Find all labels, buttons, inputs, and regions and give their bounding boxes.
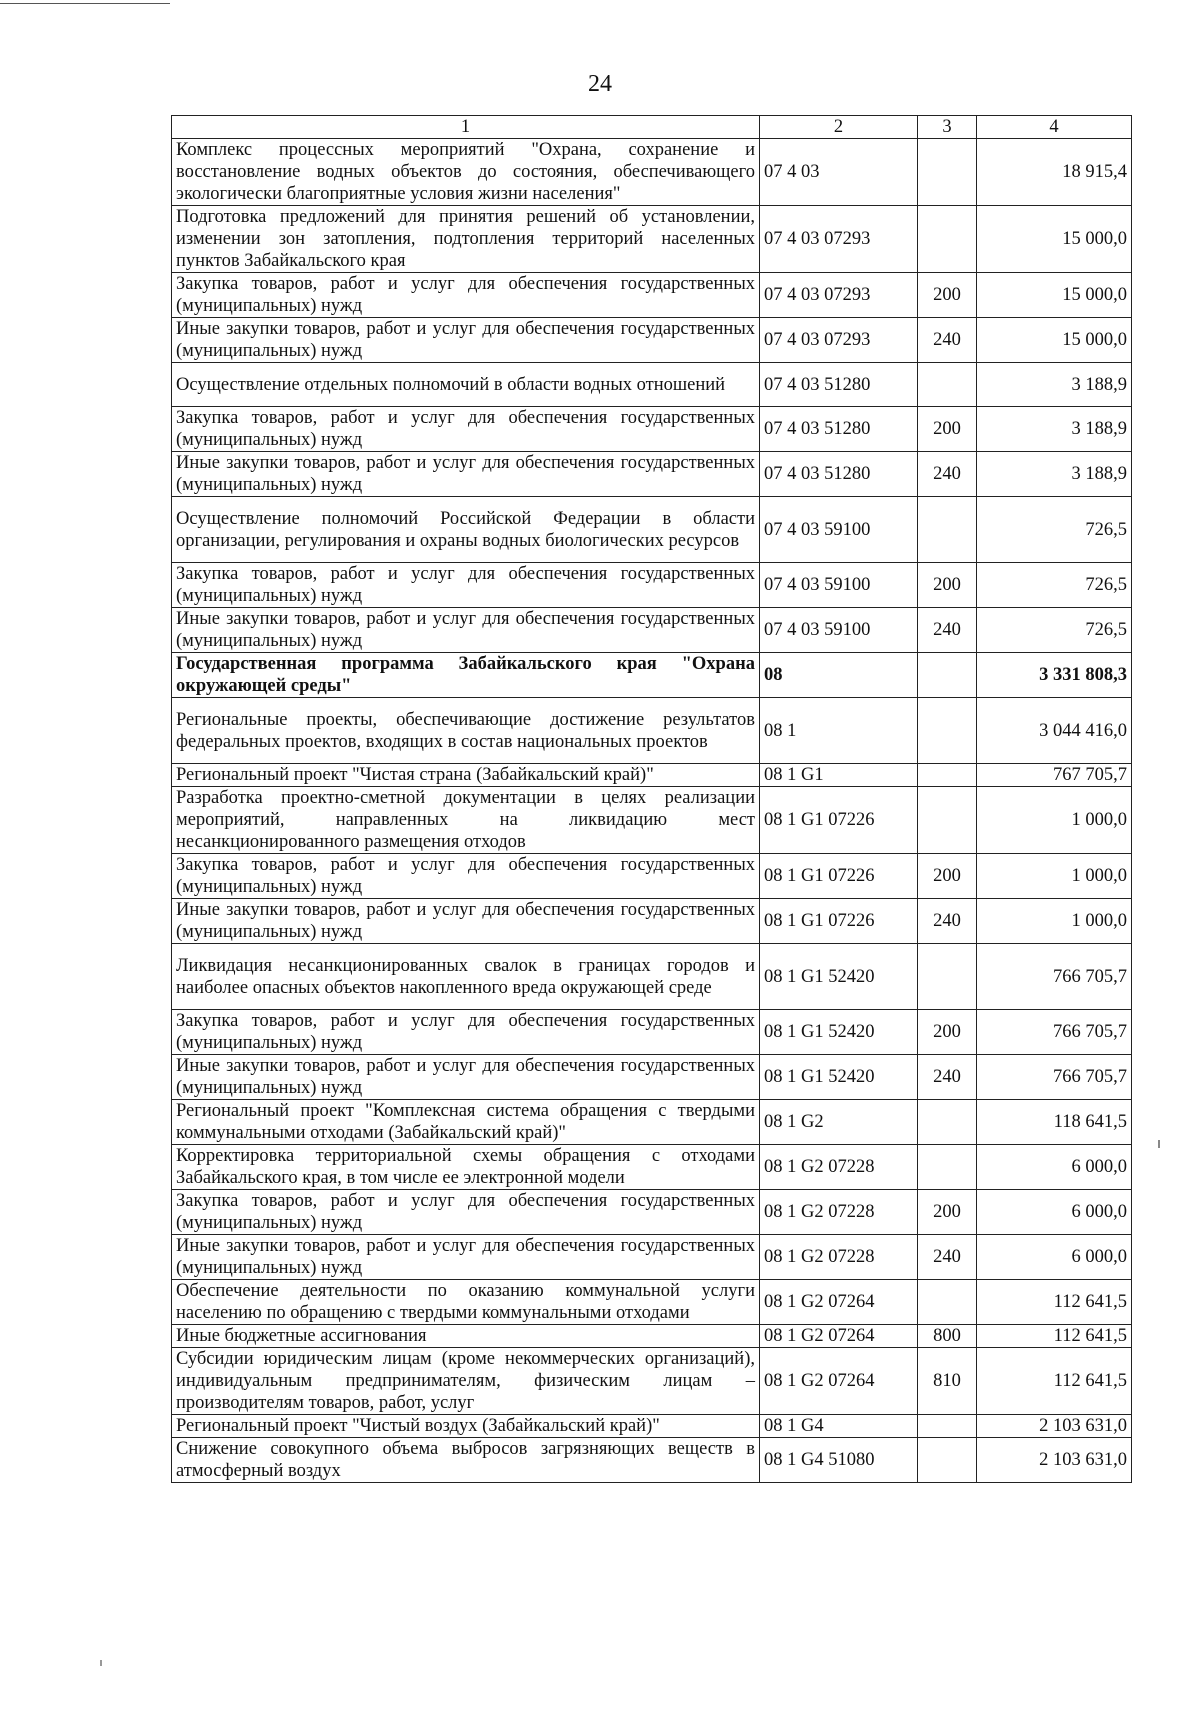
table-row <box>172 944 1132 1010</box>
table-header <box>172 116 1132 139</box>
row-type-cell: 200 <box>918 407 977 452</box>
row-code-cell: 08 1 G1 52420 <box>760 944 918 1010</box>
row-code-cell: 07 4 03 07293 <box>760 206 918 273</box>
row-sum-cell: 726,5 <box>977 608 1132 653</box>
row-type-cell: 200 <box>918 563 977 608</box>
table-row <box>172 1415 1132 1438</box>
budget-table <box>171 115 1132 1483</box>
row-sum-cell: 112 641,5 <box>977 1348 1132 1415</box>
table-row <box>172 497 1132 563</box>
table-row <box>172 1235 1132 1280</box>
row-type-cell: 240 <box>918 899 977 944</box>
row-sum-cell: 1 000,0 <box>977 899 1132 944</box>
table-row <box>172 563 1132 608</box>
page-number: 24 <box>588 71 612 97</box>
row-code-cell: 07 4 03 51280 <box>760 407 918 452</box>
row-code-cell: 08 1 G1 07226 <box>760 899 918 944</box>
row-type-cell: 810 <box>918 1348 977 1415</box>
table-row <box>172 1100 1132 1145</box>
row-sum-cell: 112 641,5 <box>977 1325 1132 1348</box>
row-type-cell <box>918 1438 977 1483</box>
table-row <box>172 1280 1132 1325</box>
header-sum-column: 4 <box>977 116 1132 139</box>
row-name-cell: Закупка товаров, работ и услуг для обеспечения государственных (муниципальных) нужд <box>172 1190 760 1235</box>
row-name-cell: Закупка товаров, работ и услуг для обеспечения государственных (муниципальных) нужд <box>172 273 760 318</box>
header-name-column: 1 <box>172 116 760 139</box>
row-sum-cell: 112 641,5 <box>977 1280 1132 1325</box>
header-type-column: 3 <box>918 116 977 139</box>
row-code-cell: 08 1 G2 07264 <box>760 1280 918 1325</box>
row-code-cell: 08 1 <box>760 698 918 764</box>
row-name-cell: Закупка товаров, работ и услуг для обеспечения государственных (муниципальных) нужд <box>172 563 760 608</box>
row-type-cell: 240 <box>918 1235 977 1280</box>
row-sum-cell: 15 000,0 <box>977 206 1132 273</box>
row-code-cell: 08 1 G1 52420 <box>760 1010 918 1055</box>
row-sum-cell: 6 000,0 <box>977 1235 1132 1280</box>
table-row <box>172 653 1132 698</box>
table-row <box>172 1438 1132 1483</box>
row-name-cell: Разработка проектно-сметной документации в целях реализации мероприятий, направленных на ликвидацию мест несанкционированного размещения отходов <box>172 787 760 854</box>
table-row <box>172 318 1132 363</box>
header-row <box>172 116 1132 139</box>
row-sum-cell: 726,5 <box>977 497 1132 563</box>
table-row <box>172 1348 1132 1415</box>
row-code-cell: 08 1 G2 07228 <box>760 1190 918 1235</box>
row-type-cell <box>918 944 977 1010</box>
row-type-cell: 200 <box>918 1190 977 1235</box>
row-type-cell <box>918 1145 977 1190</box>
table-row <box>172 1190 1132 1235</box>
row-type-cell <box>918 139 977 206</box>
scan-edge-line <box>0 3 170 4</box>
row-name-cell: Иные закупки товаров, работ и услуг для обеспечения государственных (муниципальных) нужд <box>172 1055 760 1100</box>
row-name-cell: Государственная программа Забайкальского края "Охрана окружающей среды" <box>172 653 760 698</box>
row-name-cell: Иные закупки товаров, работ и услуг для обеспечения государственных (муниципальных) нужд <box>172 318 760 363</box>
row-code-cell: 08 1 G2 07264 <box>760 1348 918 1415</box>
row-code-cell: 08 1 G2 07228 <box>760 1145 918 1190</box>
row-sum-cell: 15 000,0 <box>977 273 1132 318</box>
row-sum-cell: 18 915,4 <box>977 139 1132 206</box>
row-sum-cell: 6 000,0 <box>977 1190 1132 1235</box>
row-sum-cell: 118 641,5 <box>977 1100 1132 1145</box>
table-row <box>172 1055 1132 1100</box>
row-type-cell <box>918 1280 977 1325</box>
table-row <box>172 1010 1132 1055</box>
row-code-cell: 08 1 G1 <box>760 764 918 787</box>
row-code-cell: 07 4 03 07293 <box>760 273 918 318</box>
row-name-cell: Снижение совокупного объема выбросов загрязняющих веществ в атмосферный воздух <box>172 1438 760 1483</box>
row-type-cell <box>918 698 977 764</box>
row-sum-cell: 1 000,0 <box>977 854 1132 899</box>
row-type-cell <box>918 206 977 273</box>
row-code-cell: 07 4 03 51280 <box>760 363 918 407</box>
row-type-cell <box>918 497 977 563</box>
table-row <box>172 787 1132 854</box>
table-row <box>172 273 1132 318</box>
row-sum-cell: 1 000,0 <box>977 787 1132 854</box>
row-name-cell: Закупка товаров, работ и услуг для обеспечения государственных (муниципальных) нужд <box>172 407 760 452</box>
row-code-cell: 08 <box>760 653 918 698</box>
row-name-cell: Ликвидация несанкционированных свалок в границах городов и наиболее опасных объектов накопленного вреда окружающей среде <box>172 944 760 1010</box>
row-sum-cell: 3 188,9 <box>977 452 1132 497</box>
row-code-cell: 07 4 03 59100 <box>760 608 918 653</box>
row-type-cell <box>918 787 977 854</box>
row-code-cell: 07 4 03 <box>760 139 918 206</box>
row-type-cell: 240 <box>918 1055 977 1100</box>
row-name-cell: Иные закупки товаров, работ и услуг для обеспечения государственных (муниципальных) нужд <box>172 608 760 653</box>
row-name-cell: Региональные проекты, обеспечивающие достижение результатов федеральных проектов, входящих в состав национальных проектов <box>172 698 760 764</box>
table-row <box>172 1325 1132 1348</box>
table-row <box>172 139 1132 206</box>
table-row <box>172 206 1132 273</box>
row-name-cell: Комплекс процессных мероприятий "Охрана, сохранение и восстановление водных объектов до состояния, обеспечивающего экологически благоприятные условия жизни населения" <box>172 139 760 206</box>
row-name-cell: Закупка товаров, работ и услуг для обеспечения государственных (муниципальных) нужд <box>172 1010 760 1055</box>
row-name-cell: Иные закупки товаров, работ и услуг для обеспечения государственных (муниципальных) нужд <box>172 452 760 497</box>
row-type-cell: 200 <box>918 273 977 318</box>
table-body <box>172 139 1132 1483</box>
row-type-cell: 200 <box>918 854 977 899</box>
row-type-cell <box>918 363 977 407</box>
row-code-cell: 07 4 03 59100 <box>760 497 918 563</box>
table-row <box>172 764 1132 787</box>
row-code-cell: 08 1 G4 <box>760 1415 918 1438</box>
row-code-cell: 08 1 G2 07228 <box>760 1235 918 1280</box>
row-type-cell: 240 <box>918 608 977 653</box>
row-code-cell: 08 1 G1 07226 <box>760 787 918 854</box>
row-sum-cell: 3 044 416,0 <box>977 698 1132 764</box>
row-sum-cell: 3 331 808,3 <box>977 653 1132 698</box>
scan-artifact <box>100 1660 102 1666</box>
row-name-cell: Региональный проект "Чистая страна (Забайкальский край)" <box>172 764 760 787</box>
row-type-cell <box>918 1415 977 1438</box>
row-name-cell: Иные бюджетные ассигнования <box>172 1325 760 1348</box>
row-name-cell: Субсидии юридическим лицам (кроме некоммерческих организаций), индивидуальным предпринимателям, физическим лицам – производителям товаров, работ, услуг <box>172 1348 760 1415</box>
row-type-cell <box>918 653 977 698</box>
row-name-cell: Иные закупки товаров, работ и услуг для обеспечения государственных (муниципальных) нужд <box>172 899 760 944</box>
row-name-cell: Осуществление полномочий Российской Федерации в области организации, регулирования и охраны водных биологических ресурсов <box>172 497 760 563</box>
row-type-cell <box>918 1100 977 1145</box>
row-code-cell: 07 4 03 59100 <box>760 563 918 608</box>
scan-artifact <box>1158 1140 1160 1148</box>
row-name-cell: Корректировка территориальной схемы обращения с отходами Забайкальского края, в том числе ее электронной модели <box>172 1145 760 1190</box>
row-code-cell: 08 1 G1 07226 <box>760 854 918 899</box>
row-type-cell: 800 <box>918 1325 977 1348</box>
row-code-cell: 08 1 G2 <box>760 1100 918 1145</box>
row-code-cell: 07 4 03 07293 <box>760 318 918 363</box>
row-sum-cell: 2 103 631,0 <box>977 1415 1132 1438</box>
row-name-cell: Закупка товаров, работ и услуг для обеспечения государственных (муниципальных) нужд <box>172 854 760 899</box>
row-type-cell: 240 <box>918 452 977 497</box>
header-code-column: 2 <box>760 116 918 139</box>
row-name-cell: Иные закупки товаров, работ и услуг для обеспечения государственных (муниципальных) нужд <box>172 1235 760 1280</box>
row-sum-cell: 6 000,0 <box>977 1145 1132 1190</box>
row-sum-cell: 3 188,9 <box>977 363 1132 407</box>
row-code-cell: 08 1 G4 51080 <box>760 1438 918 1483</box>
row-name-cell: Региональный проект "Чистый воздух (Забайкальский край)" <box>172 1415 760 1438</box>
row-sum-cell: 766 705,7 <box>977 1055 1132 1100</box>
row-type-cell: 240 <box>918 318 977 363</box>
row-code-cell: 08 1 G1 52420 <box>760 1055 918 1100</box>
table-row <box>172 899 1132 944</box>
row-name-cell: Подготовка предложений для принятия решений об установлении, изменении зон затопления, подтопления территорий населенных пунктов Забайкальского края <box>172 206 760 273</box>
row-sum-cell: 2 103 631,0 <box>977 1438 1132 1483</box>
row-name-cell: Обеспечение деятельности по оказанию коммунальной услуги населению по обращению с твердыми коммунальными отходами <box>172 1280 760 1325</box>
row-sum-cell: 726,5 <box>977 563 1132 608</box>
table-row <box>172 1145 1132 1190</box>
table-row <box>172 698 1132 764</box>
table-row <box>172 452 1132 497</box>
row-type-cell <box>918 764 977 787</box>
row-sum-cell: 3 188,9 <box>977 407 1132 452</box>
row-code-cell: 07 4 03 51280 <box>760 452 918 497</box>
table-row <box>172 854 1132 899</box>
row-name-cell: Осуществление отдельных полномочий в области водных отношений <box>172 363 760 407</box>
table-row <box>172 608 1132 653</box>
table-row <box>172 407 1132 452</box>
row-sum-cell: 766 705,7 <box>977 1010 1132 1055</box>
row-sum-cell: 15 000,0 <box>977 318 1132 363</box>
row-code-cell: 08 1 G2 07264 <box>760 1325 918 1348</box>
row-sum-cell: 766 705,7 <box>977 944 1132 1010</box>
row-type-cell: 200 <box>918 1010 977 1055</box>
row-sum-cell: 767 705,7 <box>977 764 1132 787</box>
table-row <box>172 363 1132 407</box>
row-name-cell: Региональный проект "Комплексная система обращения с твердыми коммунальными отходами (Забайкальский край)" <box>172 1100 760 1145</box>
